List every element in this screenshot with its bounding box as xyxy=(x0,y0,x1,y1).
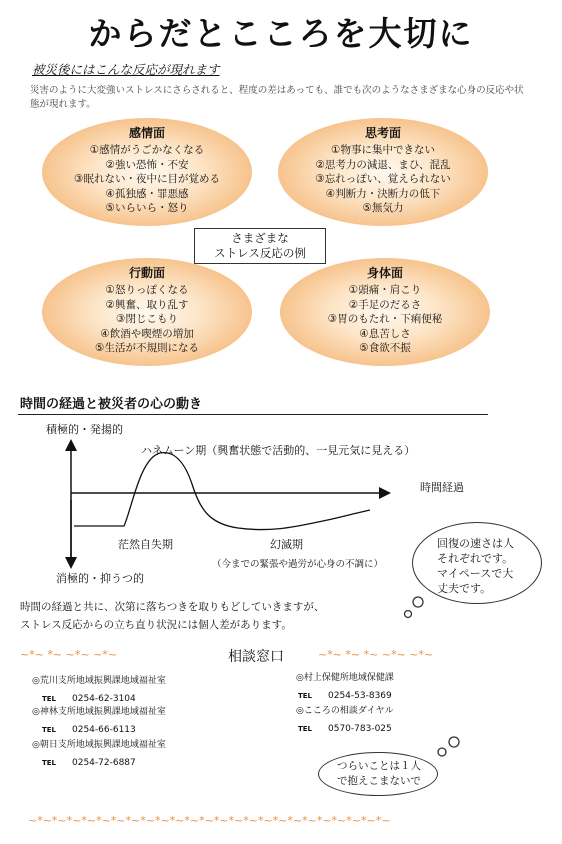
bubble-line: 回復の速さは人 xyxy=(437,537,514,550)
contact-item xyxy=(296,672,394,702)
contact-phone: 0254-66-6113 xyxy=(72,725,136,735)
bubble-line: それぞれです。 xyxy=(437,552,514,565)
encouragement-line: つらいことは１人 xyxy=(337,760,421,772)
page-title: からだとこころを大切に xyxy=(88,14,474,53)
honeymoon-label: ハネムーン期（興奮状態で活動的、一見元気に見える） xyxy=(141,444,416,457)
contact-item xyxy=(296,705,394,735)
oval-emotion-item: ①感情がうごかなくなる xyxy=(89,144,205,156)
oval-emotion-title: 感情面 xyxy=(128,126,165,140)
encouragement-line: で抱えこまないで xyxy=(337,775,421,787)
decorative-flowers-right: ~*~ *~ *~ ~*~ ~*~ xyxy=(318,648,434,661)
oval-body-item: ①頭痛・肩こり xyxy=(348,284,422,296)
contact-name: ◎こころの相談ダイヤル xyxy=(296,706,394,716)
contact-phone: 0570-783-025 xyxy=(328,724,392,734)
oval-behavior-item: ②興奮、取り乱す xyxy=(105,298,189,311)
shock-phase-label: 茫然自失期 xyxy=(118,538,173,551)
disillusion-note: （今までの緊張や過労が心身の不調に） xyxy=(212,559,384,570)
oval-thinking-item: ⑤無気力 xyxy=(362,202,404,214)
oval-emotion-item: ④孤独感・罪悪感 xyxy=(105,187,189,200)
oval-thinking-title: 思考面 xyxy=(364,126,401,140)
tel-label: TEL xyxy=(298,725,313,733)
oval-thinking-item: ④判断力・決断力の低下 xyxy=(325,187,441,200)
contact-phone: 0254-53-8369 xyxy=(328,691,392,701)
oval-body-item: ⑤食欲不振 xyxy=(359,342,411,354)
oval-emotion-item: ⑤いらいら・怒り xyxy=(105,202,189,214)
contact-name: ◎荒川支所地域振興課地域福祉室 xyxy=(32,676,166,686)
bubble-line: 丈夫です。 xyxy=(437,582,492,595)
speech-bubble-tail xyxy=(400,590,440,626)
tel-label: TEL xyxy=(42,759,57,767)
oval-body-item: ②手足のだるさ xyxy=(348,298,422,311)
consultation-title: 相談窓口 xyxy=(228,649,284,665)
y-bottom-label: 消極的・抑うつ的 xyxy=(56,572,144,585)
y-top-label: 積極的・発揚的 xyxy=(46,423,123,436)
contact-phone: 0254-62-3104 xyxy=(72,694,136,704)
oval-behavior-item: ⑤生活が不規則になる xyxy=(95,342,199,354)
oval-behavior-item: ①怒りっぽくなる xyxy=(105,284,189,296)
contact-item xyxy=(32,675,166,705)
intro-text: 災害のように大変強いストレスにさらされると、程度の差はあっても、誰でも次のようなさまざまな心身の反応や状態が現れます。 xyxy=(30,85,524,110)
contact-item xyxy=(32,706,166,736)
decorative-flowers-left: ~*~ *~ ~*~ ~*~ xyxy=(20,648,118,661)
bubble-line: マイペースで大 xyxy=(437,567,514,580)
center-box-line2: ストレス反応の例 xyxy=(214,246,306,260)
encouragement-bubble-tail xyxy=(434,732,474,762)
oval-body-title: 身体面 xyxy=(366,266,403,280)
encouragement-text xyxy=(330,759,428,789)
subheading: 被災後にはこんな反応が現れます xyxy=(32,62,220,77)
oval-body-item: ④息苦しさ xyxy=(359,327,411,340)
tel-label: TEL xyxy=(42,726,57,734)
decorative-flowers-bottom: ~*~*~*~*~*~*~*~*~*~*~*~*~*~*~*~*~*~*~*~*~*~*~*~*~ xyxy=(28,814,391,827)
oval-behavior-item: ③閉じこもり xyxy=(116,313,178,325)
speech-bubble-text xyxy=(437,536,532,596)
oval-thinking-item: ②思考力の減退、まひ、混乱 xyxy=(315,158,451,171)
oval-emotion-item: ③眠れない・夜中に目が覚める xyxy=(74,173,220,185)
oval-behavior-item: ④飲酒や喫煙の増加 xyxy=(100,327,194,340)
tel-label: TEL xyxy=(42,695,57,703)
contact-name: ◎朝日支所地域振興課地域福祉室 xyxy=(32,740,166,750)
contact-name: ◎神林支所地域振興課地域福祉室 xyxy=(32,707,166,717)
oval-body-item: ③胃のもたれ・下痢便秘 xyxy=(327,313,443,325)
disillusion-phase-label: 幻滅期 xyxy=(270,538,303,551)
x-axis-label: 時間経過 xyxy=(420,481,464,494)
contact-item xyxy=(32,739,166,769)
contact-phone: 0254-72-6887 xyxy=(72,758,136,768)
oval-thinking-item: ①物事に集中できない xyxy=(331,144,435,156)
contact-name: ◎村上保健所地域保健課 xyxy=(296,673,394,683)
center-box-line1: さまざまな xyxy=(231,231,289,245)
section-title: 時間の経過と被災者の心の動き xyxy=(20,397,203,412)
recovery-note xyxy=(20,598,400,634)
oval-behavior-title: 行動面 xyxy=(128,266,165,280)
oval-emotion-item: ②強い恐怖・不安 xyxy=(105,158,189,171)
note-line: 時間の経過と共に、次第に落ちつきを取りもどしていきますが、 xyxy=(20,601,325,613)
recovery-curve xyxy=(74,453,370,530)
tel-label: TEL xyxy=(298,692,313,700)
note-line: ストレス反応からの立ち直り状況には個人差があります。 xyxy=(20,619,292,631)
oval-thinking-item: ③忘れっぽい、覚えられない xyxy=(315,173,451,185)
